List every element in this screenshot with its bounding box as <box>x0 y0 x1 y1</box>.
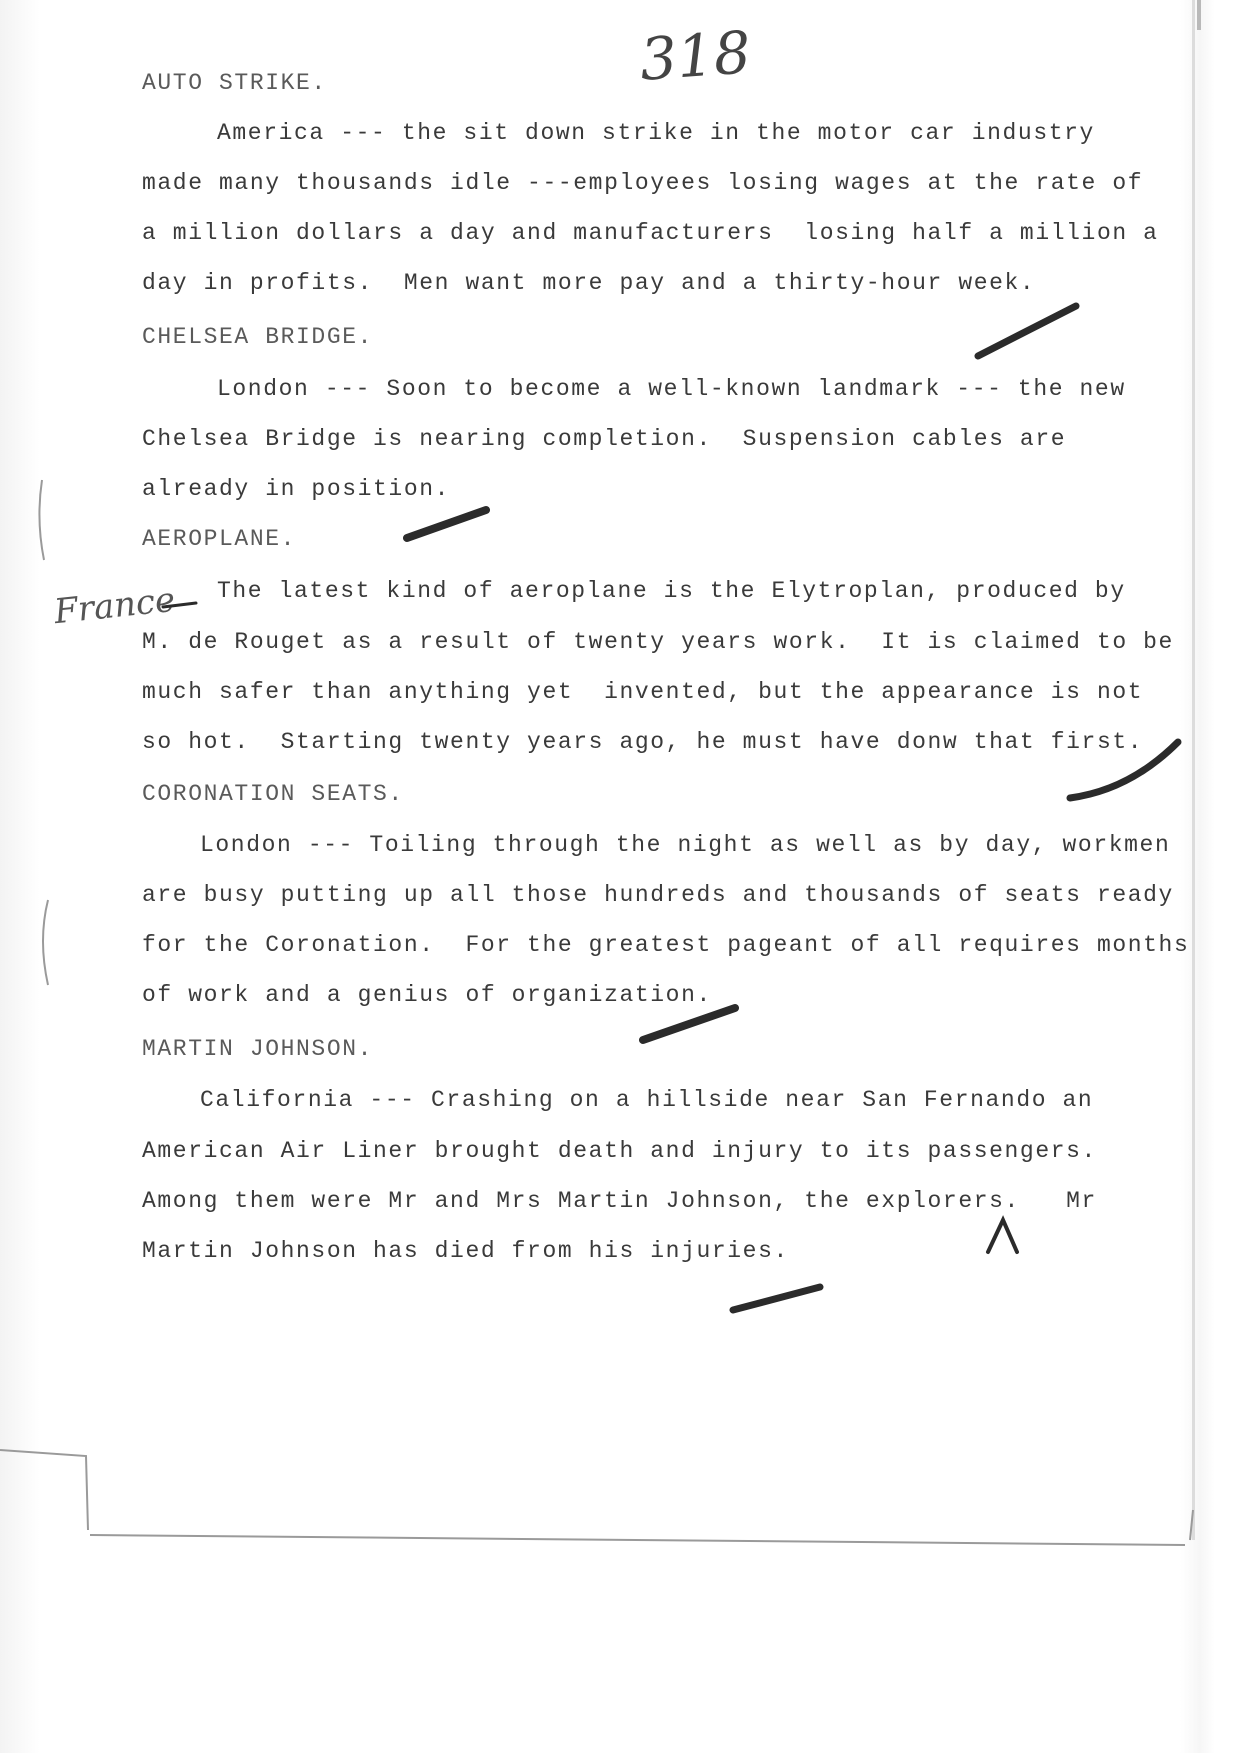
body-line: made many thousands idle ---employees losing wages at the rate of <box>142 170 1144 196</box>
body-line: Martin Johnson has died from his injuries. <box>142 1238 789 1264</box>
body-line: a million dollars a day and manufacturers losing half a million a <box>142 220 1159 246</box>
page-edge-corner <box>1197 0 1201 30</box>
section-heading: CHELSEA BRIDGE. <box>142 324 374 350</box>
body-line: Chelsea Bridge is nearing completion. Suspension cables are <box>142 426 1067 452</box>
body-line: day in profits. Men want more pay and a thirty-hour week. <box>142 270 1036 296</box>
section-heading: MARTIN JOHNSON. <box>142 1036 374 1062</box>
body-line: London --- Toiling through the night as well as by day, workmen <box>200 832 1171 858</box>
body-line: for the Coronation. For the greatest pageant of all requires months <box>142 932 1190 958</box>
body-line: American Air Liner brought death and injury to its passengers. <box>142 1138 1097 1164</box>
body-line: so hot. Starting twenty years ago, he must have donw that first. <box>142 729 1144 755</box>
section-heading: AUTO STRIKE. <box>142 70 327 96</box>
body-line: M. de Rouget as a result of twenty years work. It is claimed to be <box>142 629 1174 655</box>
body-line: California --- Crashing on a hillside near San Fernando an <box>200 1087 1094 1113</box>
body-line: Among them were Mr and Mrs Martin Johnson, the explorers. Mr <box>142 1188 1097 1214</box>
body-line: are busy putting up all those hundreds and thousands of seats ready <box>142 882 1174 908</box>
handwritten-margin-note: France <box>52 579 177 633</box>
body-line: London --- Soon to become a well-known landmark --- the new <box>217 376 1126 402</box>
body-line: already in position. <box>142 476 451 502</box>
page-edge-shadow <box>1192 0 1195 1540</box>
handwritten-page-number: 318 <box>637 18 753 94</box>
body-line: The latest kind of aeroplane is the Elytroplan, produced by <box>217 578 1126 604</box>
section-heading: CORONATION SEATS. <box>142 781 404 807</box>
section-heading: AEROPLANE. <box>142 526 297 552</box>
body-line: much safer than anything yet invented, but the appearance is not <box>142 679 1144 705</box>
body-line: of work and a genius of organization. <box>142 982 712 1008</box>
body-line: America --- the sit down strike in the motor car industry <box>217 120 1095 146</box>
